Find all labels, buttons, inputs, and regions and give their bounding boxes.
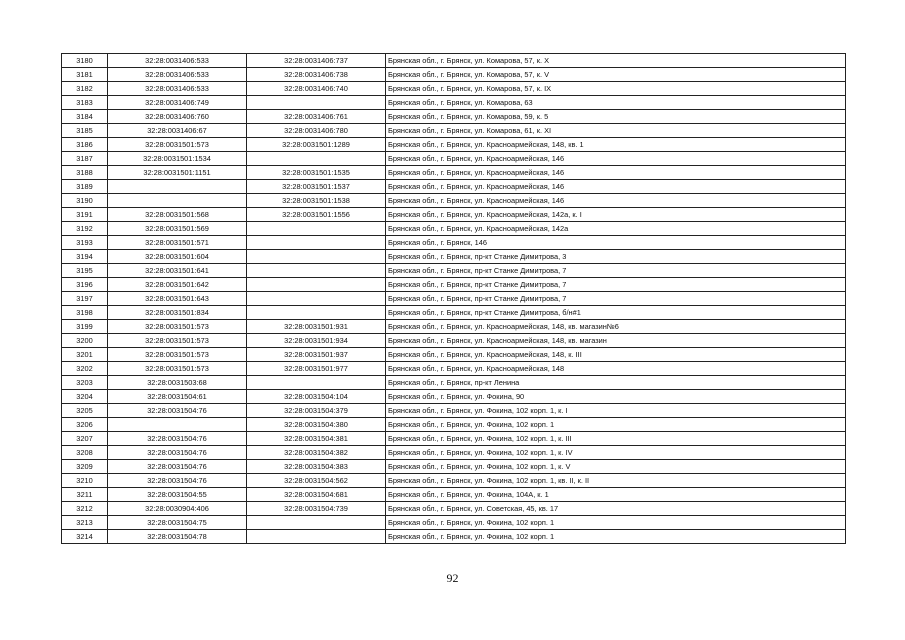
related-cadastral-number-cell: 32:28:0031406:740 xyxy=(247,82,386,96)
cadastral-number-cell: 32:28:0031501:1534 xyxy=(108,152,247,166)
table-row xyxy=(62,488,846,502)
table-row xyxy=(62,236,846,250)
address-cell: Брянская обл., г. Брянск, ул. Фокина, 102 корп. 1, к. V xyxy=(386,460,846,474)
related-cadastral-number-cell xyxy=(247,530,386,544)
table-row xyxy=(62,446,846,460)
cadastral-number-cell: 32:28:0031501:834 xyxy=(108,306,247,320)
table-row xyxy=(62,418,846,432)
related-cadastral-number-cell: 32:28:0031504:104 xyxy=(247,390,386,404)
related-cadastral-number-cell: 32:28:0031501:977 xyxy=(247,362,386,376)
related-cadastral-number-cell xyxy=(247,152,386,166)
related-cadastral-number-cell xyxy=(247,236,386,250)
cadastral-number-cell: 32:28:0031504:76 xyxy=(108,446,247,460)
row-number-cell: 3183 xyxy=(62,96,108,110)
table-row xyxy=(62,404,846,418)
row-number-cell: 3195 xyxy=(62,264,108,278)
cadastral-number-cell xyxy=(108,418,247,432)
row-number-cell: 3186 xyxy=(62,138,108,152)
address-cell: Брянская обл., г. Брянск, ул. Фокина, 102 корп. 1 xyxy=(386,516,846,530)
table-row xyxy=(62,348,846,362)
table-row xyxy=(62,124,846,138)
address-cell: Брянская обл., г. Брянск, ул. Комарова, 59, к. 5 xyxy=(386,110,846,124)
row-number-cell: 3189 xyxy=(62,180,108,194)
address-cell: Брянская обл., г. Брянск, ул. Красноармейская, 142а xyxy=(386,222,846,236)
related-cadastral-number-cell: 32:28:0031501:1538 xyxy=(247,194,386,208)
related-cadastral-number-cell: 32:28:0031504:381 xyxy=(247,432,386,446)
row-number-cell: 3202 xyxy=(62,362,108,376)
related-cadastral-number-cell: 32:28:0031406:738 xyxy=(247,68,386,82)
address-cell: Брянская обл., г. Брянск, ул. Красноармейская, 148 xyxy=(386,362,846,376)
page-number: 92 xyxy=(446,571,459,585)
related-cadastral-number-cell: 32:28:0031504:383 xyxy=(247,460,386,474)
table-row xyxy=(62,110,846,124)
row-number-cell: 3192 xyxy=(62,222,108,236)
row-number-cell: 3210 xyxy=(62,474,108,488)
cadastral-number-cell: 32:28:0031504:75 xyxy=(108,516,247,530)
row-number-cell: 3201 xyxy=(62,348,108,362)
table-row xyxy=(62,306,846,320)
table-row xyxy=(62,460,846,474)
table-row xyxy=(62,320,846,334)
cadastral-number-cell xyxy=(108,180,247,194)
row-number-cell: 3211 xyxy=(62,488,108,502)
row-number-cell: 3194 xyxy=(62,250,108,264)
related-cadastral-number-cell xyxy=(247,96,386,110)
address-cell: Брянская обл., г. Брянск, ул. Фокина, 102 корп. 1, к. I xyxy=(386,404,846,418)
table-row xyxy=(62,222,846,236)
row-number-cell: 3181 xyxy=(62,68,108,82)
cadastral-number-cell: 32:28:0031504:76 xyxy=(108,432,247,446)
related-cadastral-number-cell xyxy=(247,250,386,264)
table-row xyxy=(62,502,846,516)
table-row xyxy=(62,390,846,404)
address-cell: Брянская обл., г. Брянск, ул. Красноармейская, 148, кв. магазин xyxy=(386,334,846,348)
address-cell: Брянская обл., г. Брянск, ул. Комарова, 57, к. X xyxy=(386,54,846,68)
related-cadastral-number-cell: 32:28:0031504:681 xyxy=(247,488,386,502)
address-cell: Брянская обл., г. Брянск, ул. Фокина, 102 корп. 1 xyxy=(386,530,846,544)
related-cadastral-number-cell: 32:28:0031501:1537 xyxy=(247,180,386,194)
row-number-cell: 3180 xyxy=(62,54,108,68)
cadastral-number-cell: 32:28:0031501:571 xyxy=(108,236,247,250)
address-cell: Брянская обл., г. Брянск, пр-кт Ленина xyxy=(386,376,846,390)
related-cadastral-number-cell xyxy=(247,264,386,278)
table-row xyxy=(62,54,846,68)
cadastral-number-cell: 32:28:0030904:406 xyxy=(108,502,247,516)
cadastral-number-cell: 32:28:0031501:573 xyxy=(108,334,247,348)
related-cadastral-number-cell: 32:28:0031501:931 xyxy=(247,320,386,334)
table-row xyxy=(62,152,846,166)
row-number-cell: 3196 xyxy=(62,278,108,292)
address-cell: Брянская обл., г. Брянск, пр-кт Станке Димитрова, 7 xyxy=(386,278,846,292)
row-number-cell: 3209 xyxy=(62,460,108,474)
table-row xyxy=(62,530,846,544)
table-body xyxy=(62,54,846,544)
cadastral-number-cell: 32:28:0031504:78 xyxy=(108,530,247,544)
cadastral-number-cell: 32:28:0031504:76 xyxy=(108,460,247,474)
cadastral-number-cell: 32:28:0031406:533 xyxy=(108,82,247,96)
related-cadastral-number-cell: 32:28:0031501:1535 xyxy=(247,166,386,180)
cadastral-number-cell: 32:28:0031501:573 xyxy=(108,320,247,334)
related-cadastral-number-cell xyxy=(247,292,386,306)
related-cadastral-number-cell xyxy=(247,278,386,292)
address-cell: Брянская обл., г. Брянск, ул. Красноармейская, 148, кв. магазин№6 xyxy=(386,320,846,334)
related-cadastral-number-cell: 32:28:0031504:382 xyxy=(247,446,386,460)
related-cadastral-number-cell xyxy=(247,516,386,530)
row-number-cell: 3198 xyxy=(62,306,108,320)
address-cell: Брянская обл., г. Брянск, ул. Комарова, 63 xyxy=(386,96,846,110)
cadastral-number-cell: 32:28:0031406:533 xyxy=(108,54,247,68)
cadastral-number-cell: 32:28:0031504:55 xyxy=(108,488,247,502)
related-cadastral-number-cell: 32:28:0031501:1556 xyxy=(247,208,386,222)
cadastral-number-cell: 32:28:0031504:61 xyxy=(108,390,247,404)
cadastral-number-cell: 32:28:0031501:641 xyxy=(108,264,247,278)
table-row xyxy=(62,96,846,110)
table-row xyxy=(62,138,846,152)
row-number-cell: 3193 xyxy=(62,236,108,250)
address-cell: Брянская обл., г. Брянск, ул. Красноармейская, 146 xyxy=(386,194,846,208)
cadastral-number-cell: 32:28:0031504:76 xyxy=(108,474,247,488)
related-cadastral-number-cell: 32:28:0031501:1289 xyxy=(247,138,386,152)
address-cell: Брянская обл., г. Брянск, ул. Фокина, 102 корп. 1, к. IV xyxy=(386,446,846,460)
cadastral-number-cell: 32:28:0031501:643 xyxy=(108,292,247,306)
address-cell: Брянская обл., г. Брянск, ул. Красноармейская, 148, кв. 1 xyxy=(386,138,846,152)
related-cadastral-number-cell: 32:28:0031501:937 xyxy=(247,348,386,362)
address-cell: Брянская обл., г. Брянск, ул. Красноармейская, 142а, к. I xyxy=(386,208,846,222)
table-row xyxy=(62,432,846,446)
cadastral-number-cell: 32:28:0031501:573 xyxy=(108,348,247,362)
cadastral-number-cell: 32:28:0031501:569 xyxy=(108,222,247,236)
row-number-cell: 3197 xyxy=(62,292,108,306)
cadastral-table xyxy=(61,53,846,544)
table-row xyxy=(62,68,846,82)
row-number-cell: 3190 xyxy=(62,194,108,208)
row-number-cell: 3204 xyxy=(62,390,108,404)
row-number-cell: 3200 xyxy=(62,334,108,348)
table-row xyxy=(62,208,846,222)
table-row xyxy=(62,362,846,376)
address-cell: Брянская обл., г. Брянск, ул. Фокина, 102 корп. 1, к. III xyxy=(386,432,846,446)
table-row xyxy=(62,264,846,278)
table-row xyxy=(62,334,846,348)
address-cell: Брянская обл., г. Брянск, пр-кт Станке Димитрова, 3 xyxy=(386,250,846,264)
address-cell: Брянская обл., г. Брянск, пр-кт Станке Димитрова, б/н#1 xyxy=(386,306,846,320)
row-number-cell: 3207 xyxy=(62,432,108,446)
table-row xyxy=(62,82,846,96)
related-cadastral-number-cell: 32:28:0031406:780 xyxy=(247,124,386,138)
cadastral-number-cell: 32:28:0031501:573 xyxy=(108,138,247,152)
cadastral-number-cell: 32:28:0031501:642 xyxy=(108,278,247,292)
related-cadastral-number-cell: 32:28:0031504:380 xyxy=(247,418,386,432)
address-cell: Брянская обл., г. Брянск, ул. Комарова, 57, к. V xyxy=(386,68,846,82)
address-cell: Брянская обл., г. Брянск, ул. Фокина, 102 корп. 1 xyxy=(386,418,846,432)
cadastral-number-cell: 32:28:0031503:68 xyxy=(108,376,247,390)
cadastral-number-cell: 32:28:0031504:76 xyxy=(108,404,247,418)
row-number-cell: 3187 xyxy=(62,152,108,166)
address-cell: Брянская обл., г. Брянск, ул. Советская, 45, кв. 17 xyxy=(386,502,846,516)
row-number-cell: 3214 xyxy=(62,530,108,544)
row-number-cell: 3191 xyxy=(62,208,108,222)
row-number-cell: 3199 xyxy=(62,320,108,334)
table-row xyxy=(62,376,846,390)
related-cadastral-number-cell xyxy=(247,222,386,236)
row-number-cell: 3205 xyxy=(62,404,108,418)
row-number-cell: 3212 xyxy=(62,502,108,516)
address-cell: Брянская обл., г. Брянск, ул. Комарова, 61, к. XI xyxy=(386,124,846,138)
row-number-cell: 3208 xyxy=(62,446,108,460)
table-row xyxy=(62,194,846,208)
cadastral-number-cell xyxy=(108,194,247,208)
table-row xyxy=(62,278,846,292)
related-cadastral-number-cell: 32:28:0031504:562 xyxy=(247,474,386,488)
cadastral-number-cell: 32:28:0031501:573 xyxy=(108,362,247,376)
address-cell: Брянская обл., г. Брянск, ул. Фокина, 90 xyxy=(386,390,846,404)
related-cadastral-number-cell xyxy=(247,306,386,320)
related-cadastral-number-cell: 32:28:0031504:379 xyxy=(247,404,386,418)
cadastral-number-cell: 32:28:0031501:604 xyxy=(108,250,247,264)
related-cadastral-number-cell: 32:28:0031504:739 xyxy=(247,502,386,516)
row-number-cell: 3182 xyxy=(62,82,108,96)
address-cell: Брянская обл., г. Брянск, ул. Фокина, 104А, к. 1 xyxy=(386,488,846,502)
related-cadastral-number-cell: 32:28:0031406:761 xyxy=(247,110,386,124)
cadastral-number-cell: 32:28:0031406:533 xyxy=(108,68,247,82)
related-cadastral-number-cell: 32:28:0031501:934 xyxy=(247,334,386,348)
cadastral-number-cell: 32:28:0031406:67 xyxy=(108,124,247,138)
address-cell: Брянская обл., г. Брянск, ул. Красноармейская, 146 xyxy=(386,180,846,194)
row-number-cell: 3185 xyxy=(62,124,108,138)
address-cell: Брянская обл., г. Брянск, ул. Красноармейская, 148, к. III xyxy=(386,348,846,362)
address-cell: Брянская обл., г. Брянск, пр-кт Станке Димитрова, 7 xyxy=(386,292,846,306)
address-cell: Брянская обл., г. Брянск, 146 xyxy=(386,236,846,250)
address-cell: Брянская обл., г. Брянск, ул. Комарова, 57, к. IX xyxy=(386,82,846,96)
table-row xyxy=(62,180,846,194)
row-number-cell: 3188 xyxy=(62,166,108,180)
row-number-cell: 3203 xyxy=(62,376,108,390)
address-cell: Брянская обл., г. Брянск, ул. Красноармейская, 146 xyxy=(386,166,846,180)
table-row xyxy=(62,250,846,264)
table-row xyxy=(62,166,846,180)
address-cell: Брянская обл., г. Брянск, пр-кт Станке Димитрова, 7 xyxy=(386,264,846,278)
row-number-cell: 3206 xyxy=(62,418,108,432)
table-row xyxy=(62,292,846,306)
related-cadastral-number-cell xyxy=(247,376,386,390)
cadastral-number-cell: 32:28:0031501:568 xyxy=(108,208,247,222)
row-number-cell: 3213 xyxy=(62,516,108,530)
table-row xyxy=(62,516,846,530)
cadastral-number-cell: 32:28:0031406:760 xyxy=(108,110,247,124)
related-cadastral-number-cell: 32:28:0031406:737 xyxy=(247,54,386,68)
address-cell: Брянская обл., г. Брянск, ул. Фокина, 102 корп. 1, кв. II, к. II xyxy=(386,474,846,488)
table-row xyxy=(62,474,846,488)
cadastral-number-cell: 32:28:0031501:1151 xyxy=(108,166,247,180)
row-number-cell: 3184 xyxy=(62,110,108,124)
address-cell: Брянская обл., г. Брянск, ул. Красноармейская, 146 xyxy=(386,152,846,166)
cadastral-number-cell: 32:28:0031406:749 xyxy=(108,96,247,110)
